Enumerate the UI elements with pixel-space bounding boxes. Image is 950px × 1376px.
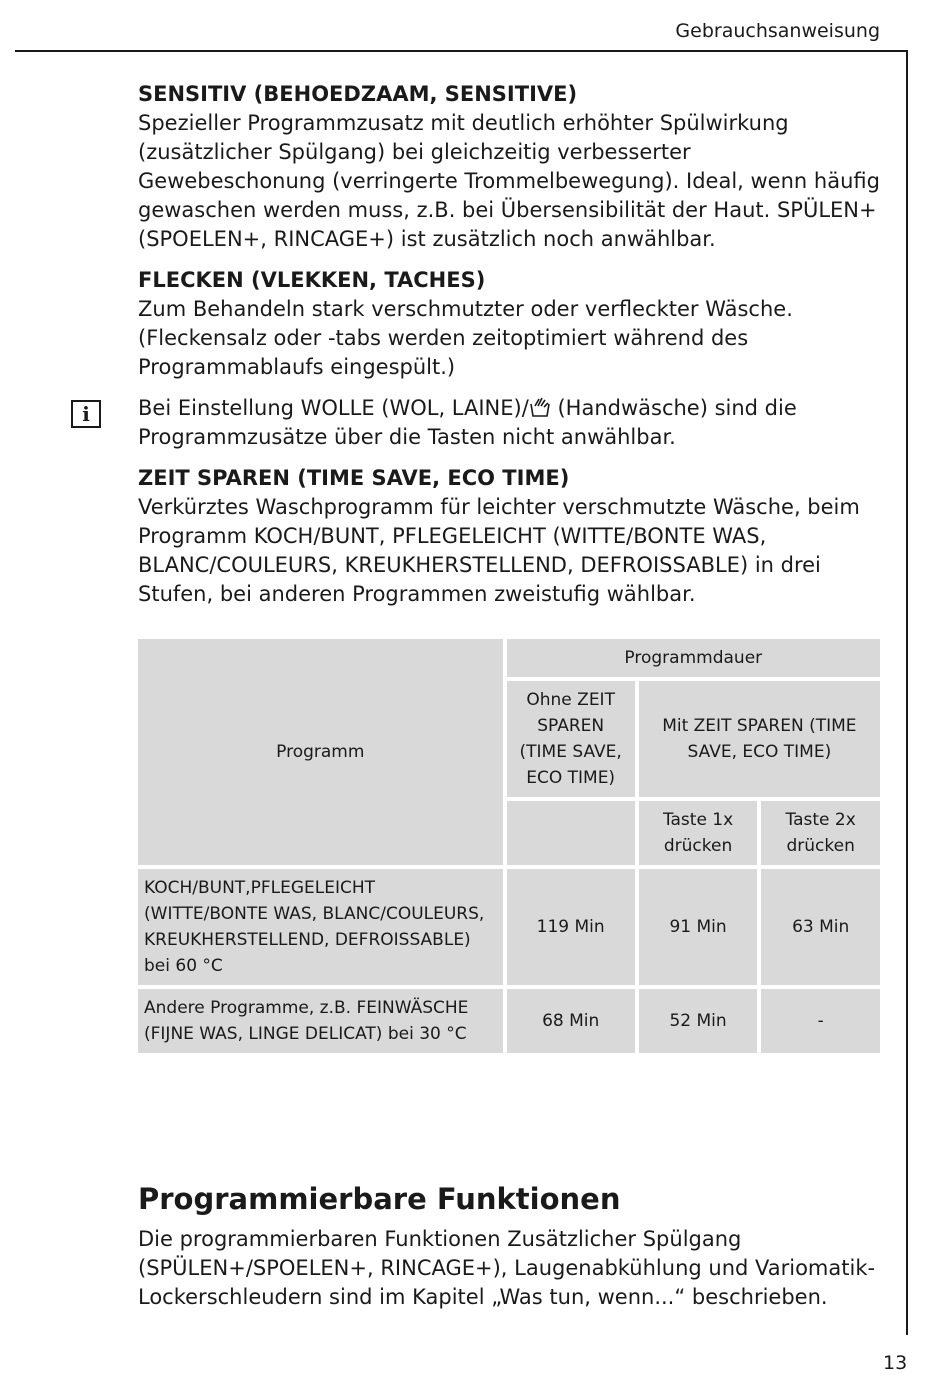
program-cell: Andere Programme, z.B. FEINWÄSCHE (FIJNE WAS, LINGE DELICAT) bei 30 °C (138, 989, 503, 1053)
header-empty (507, 801, 635, 865)
header-taste2: Taste 2x drücken (761, 801, 880, 865)
table-row (138, 989, 880, 1053)
ohne-cell: 119 Min (507, 869, 635, 985)
section-flecken (138, 266, 883, 382)
taste2-cell: 63 Min (761, 869, 880, 985)
section-body: Zum Behandeln stark verschmutzter oder verfleckter Wäsche. (Fleckensalz oder -tabs werden zeitoptimiert während des Programmablaufs eingespült.) (138, 297, 793, 379)
header-ohne: Ohne ZEIT SPAREN (TIME SAVE, ECO TIME) (507, 681, 635, 797)
section-body: Spezieller Programmzusatz mit deutlich erhöhter Spülwirkung (zusätzlicher Spülgang) bei gleichzeitig verbesserter Gewebeschonung (verringerte Trommelbewegung). Ideal, wenn häufig gewaschen werden muss, z.B. bei Übersensibilität der Haut. SPÜLEN+ (SPOELEN+, RINCAGE+) ist zusätzlich noch anwählbar. (138, 111, 880, 251)
program-cell: KOCH/BUNT,PFLEGELEICHT (WITTE/BONTE WAS, BLANC/COULEURS, KREUKHERSTELLEND, DEFROISSABLE) bei 60 °C (138, 869, 503, 985)
taste1-cell: 91 Min (639, 869, 758, 985)
section-body: Verkürztes Waschprogramm für leichter verschmutzte Wäsche, beim Programm KOCH/BUNT, PFLEGELEICHT (WITTE/BONTE WAS, BLANC/COULEURS, KREUKHERSTELLEND, DEFROISSABLE) in drei Stufen, bei anderen Programmen zweistufig wählbar. (138, 495, 860, 606)
header-taste1: Taste 1x drücken (639, 801, 758, 865)
header-title: Gebrauchsanweisung (675, 20, 880, 42)
header-programmdauer: Programmdauer (507, 639, 880, 677)
table-row (138, 869, 880, 985)
section-heading: FLECKEN (VLEKKEN, TACHES) (138, 268, 486, 292)
info-note (82, 394, 883, 452)
ohne-cell: 68 Min (507, 989, 635, 1053)
header-rule (15, 50, 908, 52)
program-duration-table (134, 635, 884, 1057)
page-number: 13 (883, 1352, 908, 1374)
header-programm: Programm (138, 639, 503, 865)
handwash-icon (529, 396, 551, 418)
note-text-before: Bei Einstellung WOLLE (WOL, LAINE)/ (138, 396, 529, 420)
functions-heading: Programmierbare Funktionen (138, 1182, 621, 1216)
header-mit: Mit ZEIT SPAREN (TIME SAVE, ECO TIME) (639, 681, 880, 797)
section-heading: ZEIT SPAREN (TIME SAVE, ECO TIME) (138, 466, 570, 490)
note-text-after: (Handwäsche) sind die Programmzusätze über die Tasten nicht anwählbar. (138, 396, 797, 449)
section-heading: SENSITIV (BEHOEDZAAM, SENSITIVE) (138, 82, 578, 106)
section-zeit-sparen (138, 464, 883, 609)
margin-rule (906, 50, 908, 1335)
section-sensitiv (138, 80, 883, 254)
note-text (138, 394, 883, 452)
functions-body: Die programmierbaren Funktionen Zusätzlicher Spülgang (SPÜLEN+/SPOELEN+, RINCAGE+), Laugenabkühlung und Variomatik-Lockerschleudern sind im Kapitel „Was tun, wenn...“ beschrieben. (138, 1227, 876, 1309)
taste2-cell: - (761, 989, 880, 1053)
taste1-cell: 52 Min (639, 989, 758, 1053)
main-content (82, 80, 883, 621)
info-icon: i (71, 400, 101, 428)
